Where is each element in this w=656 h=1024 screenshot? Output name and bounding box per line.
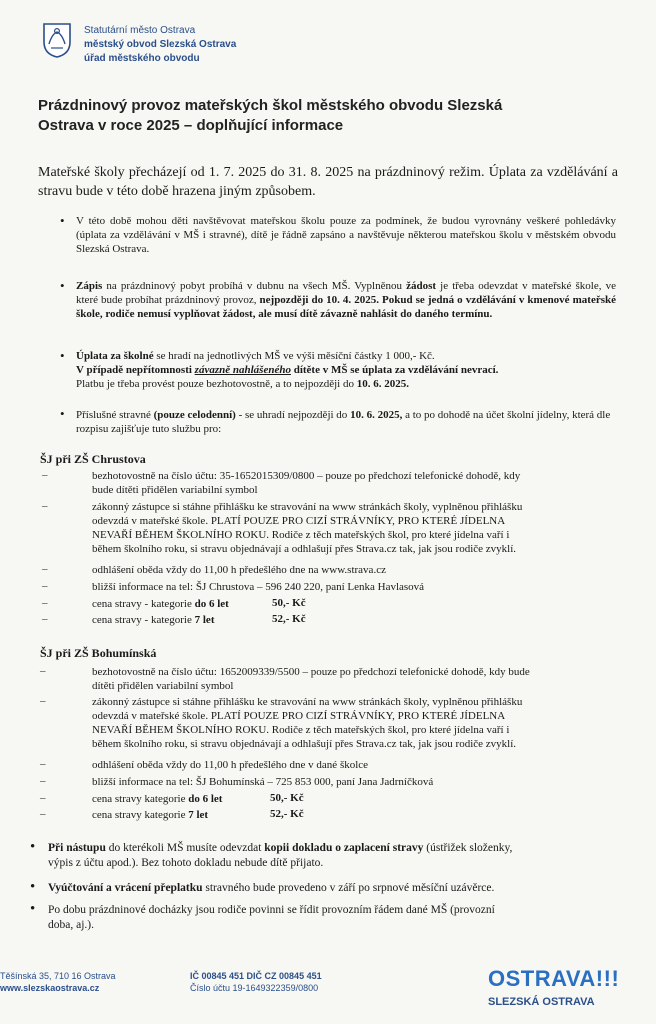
bullet-icon: • (30, 879, 36, 895)
bullet-icon: • (60, 348, 65, 363)
dash-icon: – (42, 469, 48, 481)
chrustova-cancellation: odhlášení oběda vždy do 11,00 h předešlého dne na www.strava.cz (92, 564, 386, 576)
header-office: úřad městského obvodu (84, 53, 200, 64)
bohuminska-contact: bližší informace na tel: ŠJ Bohumínská – 725 853 000, paní Jana Jadrníčková (92, 776, 434, 788)
bohuminska-account: bezhotovostně na číslo účtu: 1652009339/5500 – pouze po předchozí telefonické dohodě, kdy bude dítěti přidělen variabilní symbol (92, 666, 530, 692)
bullet-icon: • (60, 278, 65, 293)
dash-icon: – (42, 613, 48, 625)
logo-wordmark: OSTRAVA!!! (488, 966, 620, 991)
bohuminska-price-7: cena stravy kategorie 7 let (92, 809, 209, 821)
section-heading-bohuminska: ŠJ při ZŠ Bohumínská (40, 646, 157, 660)
dash-icon: – (40, 775, 46, 787)
bullet-meals: Příslušné stravné (pouze celodenní) - se uhradí nejpozději do 10. 6. 2025, a to po dohodě na účet školní jídelny, která dle rozpisu zajišťuje tuto službu pro: (76, 409, 611, 435)
title-line-2: Ostrava v roce 2025 – doplňující informace (38, 117, 344, 134)
letterhead (42, 22, 236, 66)
page-title (38, 96, 558, 136)
intro-paragraph: Mateřské školy přecházejí od 1. 7. 2025 do 31. 8. 2025 na prázdninový režim. Úplata za vzdělávání a stravu bude v této době hrazena jiným způsobem. (38, 165, 618, 199)
dash-icon: – (40, 792, 46, 804)
bullet-icon: • (30, 901, 36, 917)
chrustova-contact: bližší informace na tel: ŠJ Chrustova – 596 240 220, paní Lenka Havlasová (92, 581, 425, 593)
bullet-enrollment: Zápis na prázdninový pobyt probíhá v dubnu na všech MŠ. Vyplněnou žádost je třeba odevzdat v mateřské škole, ve které bude probíhat prázdninový provoz, nejpozději do 10. 4. 2025. Pokud se jedná o vzdělávání v kmenové mateřské škole, rodiče nemusí vyplňovat žádost, ale musí dítě závazně nahlásit do daného termínu. (76, 280, 616, 320)
dash-icon: – (40, 665, 46, 677)
bullet-tuition: Úplata za školné se hradí na jednotlivých MŠ ve výši měsíční částky 1 000,- Kč. V případě nepřítomnosti závazně nahlášeného dítěte v MŠ se úplata za vzdělávání nevrací. Platbu je třeba provést pouze bezhotovostně, a to nejpozději do 10. 6. 2025. (76, 350, 499, 390)
dash-icon: – (42, 563, 48, 575)
final-proof-of-payment: Při nástupu do kterékoli MŠ musíte odevzdat kopii dokladu o zaplacení stravy (ústřižek složenky, výpis z účtu apod.). Bez tohoto dokladu nebude dítě přijato. (48, 842, 513, 869)
dash-icon: – (42, 597, 48, 609)
chrustova-application: zákonný zástupce si stáhne přihlášku ke stravování na www stránkách školy, vyplněnou přihlášku odevzdá v mateřské škole. PLATÍ POUZE PRO CIZÍ STRÁVNÍKY, PRO KTERÉ JÍDELNA NEVAŘÍ BĚHEM ŠKOLNÍHO ROKU. Rodiče z těch mateřských škol, pro které jídelna vaří i během školního roku, si stravu objednávají a odhlašují přes Strava.cz tak, jak jsou rodiče zvyklí. (92, 501, 523, 555)
chrustova-price-under6-value: 50,- Kč (272, 597, 306, 609)
bullet-conditions: V této době mohou děti navštěvovat mateřskou školu pouze za podmínek, že budou vyrovnány veškeré pohledávky (úplata za vzdělávání v MŠ i stravné), dítě je řádně zapsáno a navštěvuje některou mateřskou školu v městském obvodu Slezská Ostrava. (76, 215, 616, 255)
header-district: městský obvod Slezská Ostrava (84, 39, 237, 50)
title-line-1: Prázdninový provoz mateřských škol městského obvodu Slezská (38, 97, 503, 114)
chrustova-price-7: cena stravy - kategorie 7 let (92, 614, 215, 626)
city-crest-icon (42, 22, 72, 58)
section-heading-chrustova: ŠJ při ZŠ Chrustova (40, 452, 146, 466)
bullet-icon: • (60, 406, 65, 421)
logo-subtitle: SLEZSKÁ OSTRAVA (488, 996, 595, 1008)
dash-icon: – (42, 580, 48, 592)
final-rules: Po dobu prázdninové docházky jsou rodiče povinni se řídit provozním řádem dané MŠ (provozní doba, aj.). (48, 904, 495, 931)
footer-ids: IČ 00845 451 DIČ CZ 00845 451 Číslo účtu 19-1649322359/0800 (190, 971, 322, 993)
dash-icon: – (40, 808, 46, 820)
chrustova-price-7-value: 52,- Kč (272, 613, 306, 625)
dash-icon: – (42, 500, 48, 512)
chrustova-price-under6: cena stravy - kategorie do 6 let (92, 598, 229, 610)
dash-icon: – (40, 758, 46, 770)
dash-icon: – (40, 695, 46, 707)
chrustova-account: bezhotovostně na číslo účtu: 35-1652015309/0800 – pouze po předchozí telefonické dohodě, kdy bude dítěti přidělen variabilní symbol (92, 470, 521, 496)
bullet-icon: • (30, 839, 36, 855)
footer-address: Těšínská 35, 710 16 Ostrava www.slezskaostrava.cz (0, 971, 116, 993)
ostrava-logo (488, 966, 619, 1008)
header-city: Statutární město Ostrava (84, 25, 196, 36)
bohuminska-application: zákonný zástupce si stáhne přihlášku ke stravování na www stránkách školy, vyplněnou přihlášku odevzdá v mateřské škole. PLATÍ POUZE PRO CIZÍ STRÁVNÍKY, PRO KTERÉ JÍDELNA NEVAŘÍ BĚHEM ŠKOLNÍHO ROKU. Rodiče z těch mateřských škol, pro které jídelna vaří i během školního roku, si stravu objednávají a odhlašují přes Strava.cz tak, jak jsou rodiče zvyklí. (92, 696, 523, 750)
bohuminska-price-under6: cena stravy kategorie do 6 let (92, 793, 223, 805)
bullet-icon: • (60, 213, 65, 228)
bohuminska-cancellation: odhlášení oběda vždy do 11,00 h předešlého dne v dané školce (92, 759, 369, 771)
bohuminska-price-7-value: 52,- Kč (270, 808, 304, 820)
final-refund: Vyúčtování a vrácení přeplatku stravného bude provedeno v září po srpnové měsíční uzávěrce. (48, 882, 495, 894)
bohuminska-price-under6-value: 50,- Kč (270, 792, 304, 804)
